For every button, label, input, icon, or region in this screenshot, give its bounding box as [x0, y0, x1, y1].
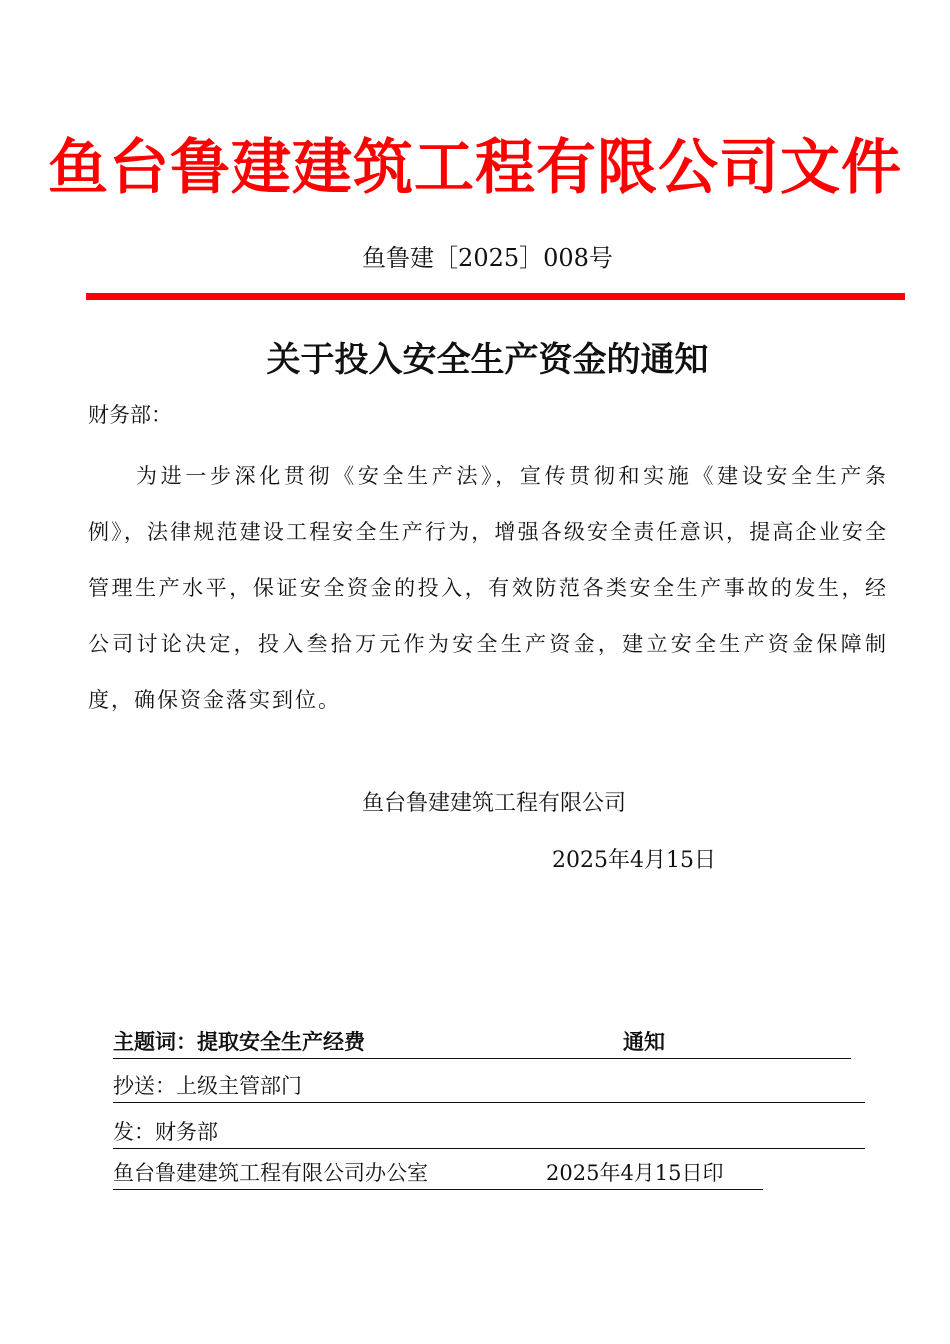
notice-body: 为进一步深化贯彻《安全生产法》，宣传贯彻和实施《建设安全生产条例》，法律规范建设工程安全生产行为，增强各级安全责任意识，提高企业安全管理生产水平，保证安全资金的投入，有效防范各类安全生产事故的发生，经公司讨论决定，投入叁拾万元作为安全生产资金，建立安全生产资金保障制度，确保资金落实到位。 [88, 464, 888, 712]
subject-words-line [113, 1026, 851, 1059]
subject-tail: 通知 [623, 1030, 665, 1054]
issuing-office: 鱼台鲁建建筑工程有限公司办公室 [113, 1161, 428, 1185]
issue-to-line: 发：财务部 [113, 1116, 865, 1149]
recipient: 财务部： [88, 403, 172, 427]
print-date: 2025年4月15日印 [546, 1161, 724, 1185]
signing-date: 2025年4月15日 [552, 848, 716, 873]
signing-organization: 鱼台鲁建建筑工程有限公司 [362, 791, 627, 816]
subject-words: 主题词：提取安全生产经费 [113, 1030, 365, 1054]
organization-header: 鱼台鲁建建筑工程有限公司文件 [48, 133, 902, 203]
notice-title: 关于投入安全生产资金的通知 [266, 340, 709, 380]
document-number: 鱼鲁建［2025］008号 [362, 244, 613, 272]
issuing-office-line [113, 1157, 763, 1190]
red-divider [86, 293, 905, 300]
cc-line: 抄送：上级主管部门 [113, 1070, 865, 1103]
